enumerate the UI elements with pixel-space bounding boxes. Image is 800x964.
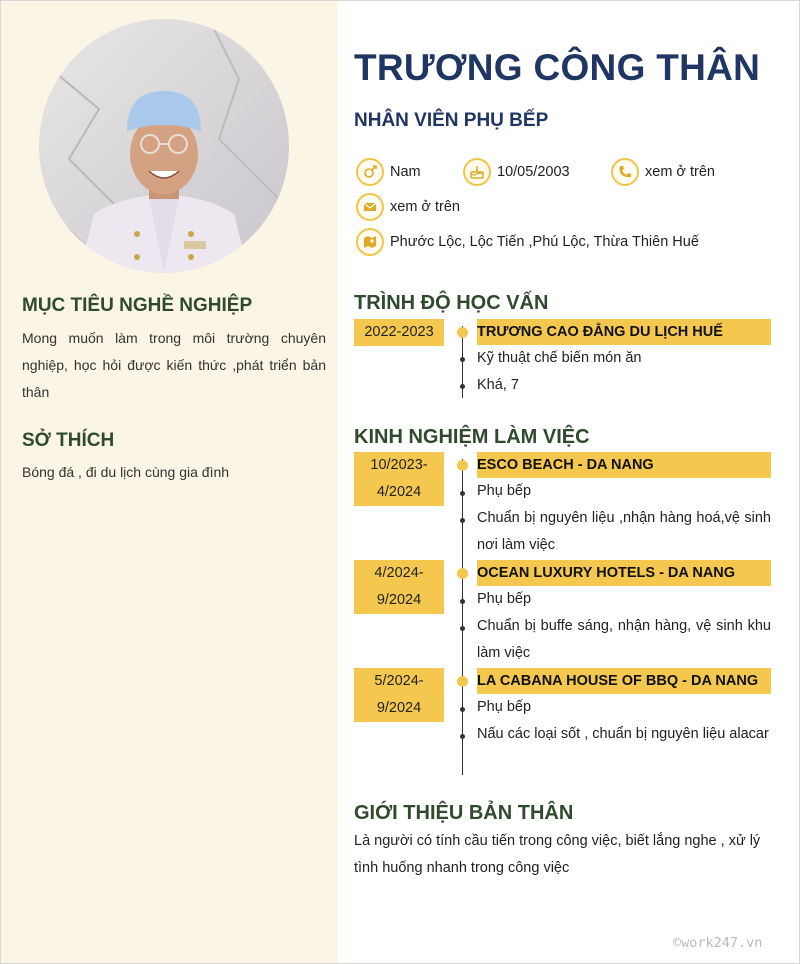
avatar-illustration [39, 19, 289, 273]
job-description: Chuẩn bị nguyên liệu ,nhận hàng hoá,vệ sinh nơi làm việc [477, 510, 771, 553]
experience-title: KINH NGHIỆM LÀM VIỆC [354, 426, 590, 448]
experience-timeline [462, 459, 463, 775]
birthday-value: 10/05/2003 [497, 164, 570, 180]
hobbies-title: SỞ THÍCH [22, 430, 115, 451]
job-date-end: 4/2024 [376, 484, 422, 500]
timeline-dot [457, 568, 468, 579]
birthday-info [463, 158, 570, 186]
job-description: Nấu các loại sốt , chuẩn bị nguyên liệu alacar [477, 726, 769, 742]
bullet-dot [460, 626, 465, 631]
timeline-dot [457, 460, 468, 471]
email-value: xem ở trên [390, 199, 460, 215]
gender-icon [356, 158, 384, 186]
sidebar [1, 1, 338, 964]
bullet-dot [460, 707, 465, 712]
education-date [354, 319, 444, 346]
bullet-dot [460, 384, 465, 389]
job-date [354, 560, 444, 614]
gender-info [356, 158, 421, 186]
bullet-dot [460, 599, 465, 604]
phone-icon [611, 158, 639, 186]
job-position: Phụ bếp [477, 483, 532, 499]
candidate-name: TRƯƠNG CÔNG THÂN [354, 47, 761, 88]
job-date-start: 10/2023- [370, 457, 428, 473]
bullet-dot [460, 491, 465, 496]
objective-text: Mong muốn làm trong môi trường chuyên nghiệp, học hỏi được kiến thức ,phát triển bản thân [22, 330, 326, 400]
job-date-end: 9/2024 [376, 700, 422, 716]
timeline-dot [457, 327, 468, 338]
envelope-icon [356, 193, 384, 221]
school-name: TRƯƠNG CAO ĐẲNG DU LỊCH HUẾ [477, 319, 771, 345]
job-date [354, 452, 444, 506]
gender-value: Nam [390, 164, 421, 180]
avatar-photo [39, 19, 289, 273]
phone-info [611, 158, 715, 186]
cake-icon [463, 158, 491, 186]
map-icon [356, 228, 384, 256]
about-title: GIỚI THIỆU BẢN THÂN [354, 802, 574, 824]
job-position: Phụ bếp [477, 699, 532, 715]
job-date-start: 5/2024- [374, 673, 424, 689]
job-description: Chuẩn bị buffe sáng, nhận hàng, vệ sinh khu làm việc [477, 618, 771, 661]
job-title: NHÂN VIÊN PHỤ BẾP [354, 110, 549, 131]
bullet-dot [460, 518, 465, 523]
email-info [356, 193, 460, 221]
job-date-start: 4/2024- [374, 565, 424, 581]
job-date-end: 9/2024 [376, 592, 422, 608]
job-date [354, 668, 444, 722]
bullet-dot [460, 734, 465, 739]
education-title: TRÌNH ĐỘ HỌC VẤN [354, 292, 549, 314]
company-name: ESCO BEACH - DA NANG [477, 452, 771, 478]
job-position: Phụ bếp [477, 591, 532, 607]
company-name: LA CABANA HOUSE OF BBQ - DA NANG [477, 668, 771, 694]
education-grade: Khá, 7 [477, 377, 519, 393]
hobbies-text: Bóng đá , đi du lịch cùng gia đình [22, 464, 230, 480]
education-date-text: 2022-2023 [364, 324, 434, 340]
timeline-dot [457, 676, 468, 687]
phone-value: xem ở trên [645, 164, 715, 180]
bullet-dot [460, 357, 465, 362]
about-text: Là người có tính cầu tiến trong công việc, biết lắng nghe , xử lý tình huống nhanh trong công việc [354, 833, 761, 876]
company-name: OCEAN LUXURY HOTELS - DA NANG [477, 560, 771, 586]
education-major: Kỹ thuật chế biến món ăn [477, 350, 642, 366]
objective-title: MỤC TIÊU NGHỀ NGHIỆP [22, 295, 253, 316]
watermark: ©work247.vn [673, 935, 763, 951]
address-value: Phước Lộc, Lộc Tiến ,Phú Lộc, Thừa Thiên Huế [390, 234, 699, 250]
address-info [356, 228, 699, 256]
